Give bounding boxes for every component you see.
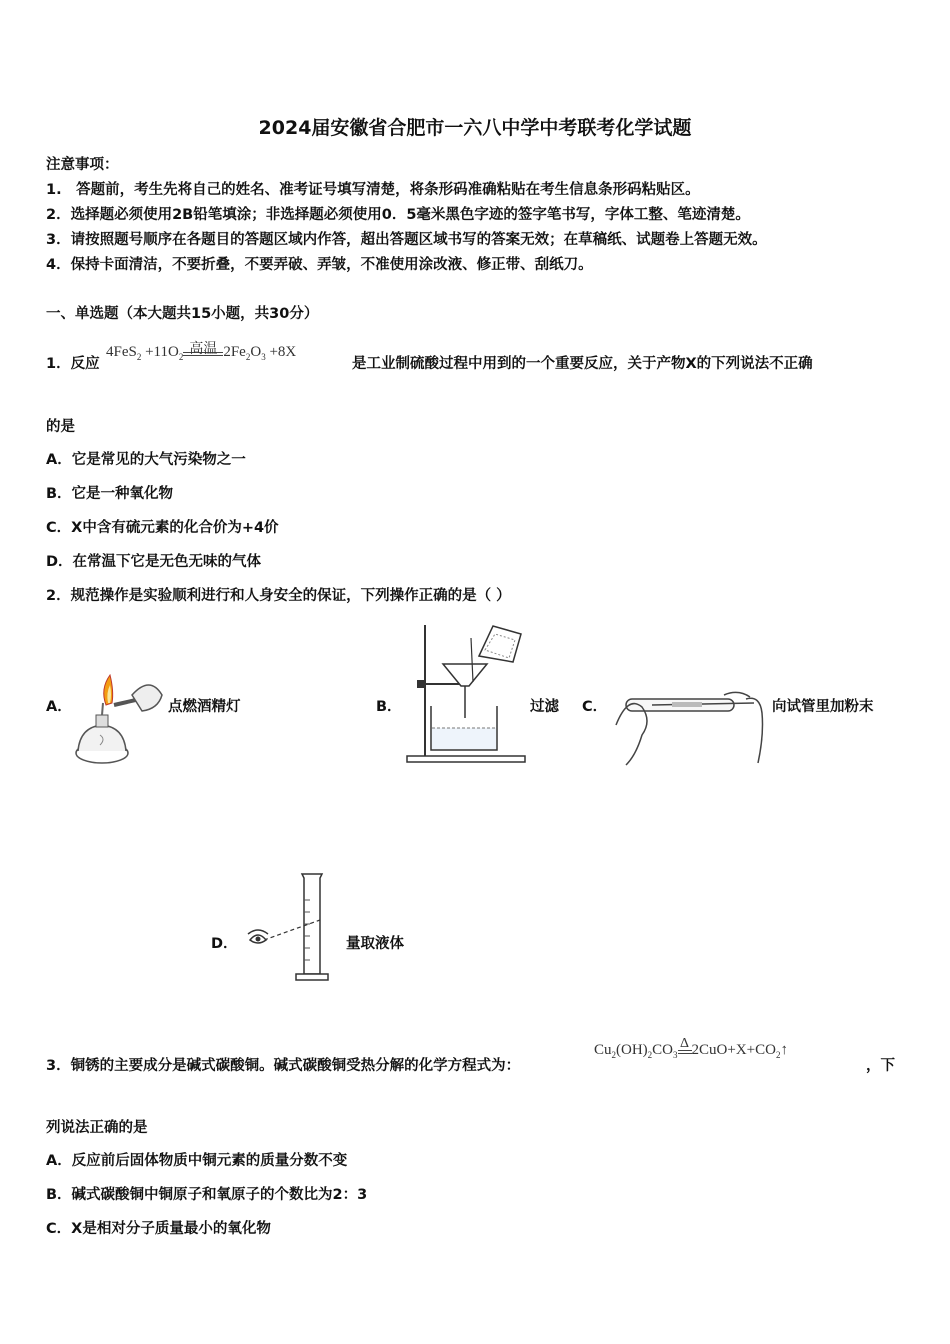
q2-c-label: C． xyxy=(582,699,608,715)
q3-equation xyxy=(594,1036,788,1060)
q1-suffix: 是工业制硫酸过程中用到的一个重要反应，关于产物X的下列说法不正确 xyxy=(352,356,813,372)
q1-prefix: 1．反应 xyxy=(46,356,100,372)
q2-a-text: 点燃酒精灯 xyxy=(168,699,241,715)
q1-continuation: 的是 xyxy=(46,419,75,435)
notice-item-1: 1. 答题前，考生先将自己的姓名、准考证号填写清楚，将条形码准确粘贴在考生信息条形码粘贴区。 xyxy=(46,182,700,198)
q1-option-a: A．它是常见的大气污染物之一 xyxy=(46,452,246,468)
q1-option-b: B．它是一种氧化物 xyxy=(46,486,174,502)
q2-b-text: 过滤 xyxy=(530,699,559,715)
q2-stem: 2．规范操作是实验顺利进行和人身安全的保证，下列操作正确的是（ ） xyxy=(46,588,511,604)
q3-option-b: B．碱式碳酸铜中铜原子和氧原子的个数比为2：3 xyxy=(46,1187,368,1203)
q1-eq-sub2: 2 xyxy=(178,352,184,362)
q3-eq-sub1: 2 xyxy=(611,1050,617,1060)
q1-eq-sub3: 2 xyxy=(245,352,251,362)
filtration-figure xyxy=(405,620,535,765)
q2-c-text: 向试管里加粉末 xyxy=(772,699,874,715)
q3-eq-gas-arrow: ↑ xyxy=(780,1042,788,1058)
q3-prefix: 3．铜锈的主要成分是碱式碳酸铜。碱式碳酸铜受热分解的化学方程式为： xyxy=(46,1058,521,1074)
q3-eq-sub2: 2 xyxy=(647,1050,653,1060)
page-title: 2024届安徽省合肥市一六八中学中考联考化学试题 xyxy=(258,117,692,139)
notice-heading: 注意事项： xyxy=(46,157,119,173)
notice-item-2: 2．选择题必须使用2B铅笔填涂；非选择题必须使用0．5毫米黑色字迹的签字笔书写，字体工整、笔迹清楚。 xyxy=(46,207,750,223)
q3-eq-oh: (OH) xyxy=(616,1042,648,1058)
test-tube-powder-figure xyxy=(612,685,772,767)
q3-eq-cu: Cu xyxy=(594,1042,612,1058)
q1-eq-mid: +11O xyxy=(141,344,179,360)
q1-eq-condition: 高温 xyxy=(189,342,218,357)
q3-suffix: ，下 xyxy=(866,1058,895,1074)
q3-option-c: C．X是相对分子质量最小的氧化物 xyxy=(46,1221,271,1237)
q1-eq-o: O xyxy=(250,344,262,360)
section-heading: 一、单选题（本大题共15小题，共30分） xyxy=(46,306,319,322)
notice-item-3: 3．请按照题号顺序在各题目的答题区域内作答，超出答题区域书写的答案无效；在草稿纸、试题卷上答题无效。 xyxy=(46,232,767,248)
notice-item-4: 4．保持卡面清洁，不要折叠，不要弄破、弄皱，不准使用涂改液、修正带、刮纸刀。 xyxy=(46,257,593,273)
q1-option-c: C．X中含有硫元素的化合价为+4价 xyxy=(46,520,279,536)
lamp-lighting-figure xyxy=(70,665,170,770)
graduated-cylinder-figure xyxy=(244,870,334,985)
q2-a-label: A． xyxy=(46,699,72,715)
q1-eq-tail: +8X xyxy=(265,344,297,360)
q2-b-label: B． xyxy=(376,699,402,715)
q3-option-a: A．反应前后固体物质中铜元素的质量分数不变 xyxy=(46,1153,348,1169)
q3-eq-co: CO xyxy=(652,1042,674,1058)
q1-eq-sub4: 3 xyxy=(261,352,266,362)
q3-eq-condition: Δ xyxy=(680,1036,690,1051)
q3-continuation: 列说法正确的是 xyxy=(46,1120,148,1136)
q1-option-d: D．在常温下它是无色无味的气体 xyxy=(46,554,262,570)
q1-equation xyxy=(106,344,296,362)
q1-eq-right: 2Fe xyxy=(223,344,246,360)
q1-eq-sub1: 2 xyxy=(136,352,142,362)
q3-eq-sub4: 2 xyxy=(775,1050,781,1060)
q1-eq-left: 4FeS xyxy=(106,344,137,360)
q2-d-label: D． xyxy=(211,936,238,952)
q2-d-text: 量取液体 xyxy=(346,936,404,952)
q3-eq-products: 2CuO+X+CO xyxy=(691,1042,776,1058)
q3-eq-sub3: 3 xyxy=(673,1050,678,1060)
